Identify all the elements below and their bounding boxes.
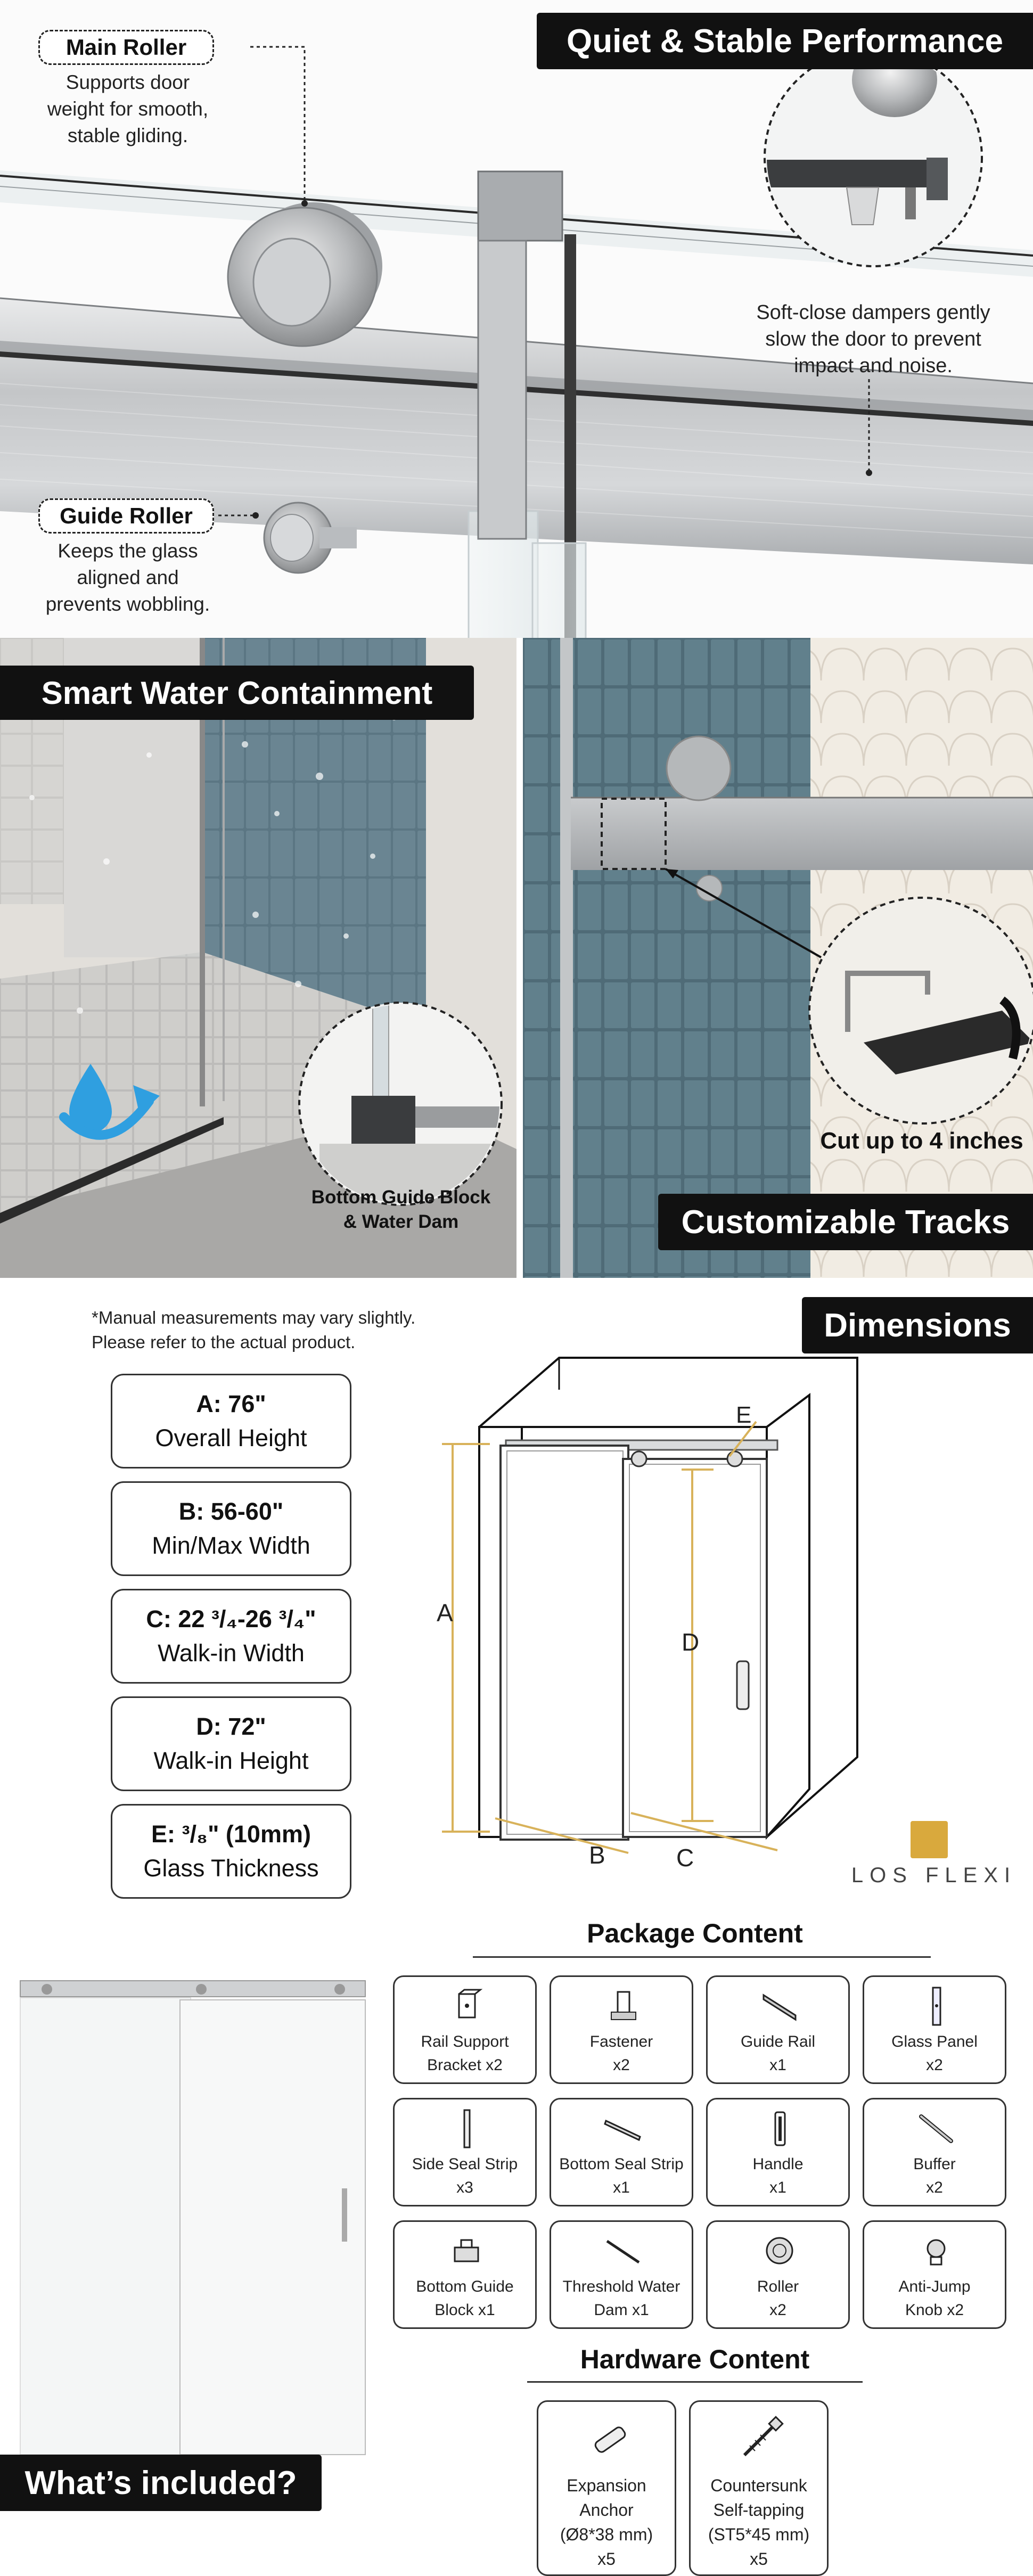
package-item: [863, 2098, 1006, 2206]
diagram-letter-d: D: [682, 1628, 700, 1656]
guide-roller-desc: Keeps the glass aligned and prevents wobbling.: [45, 540, 210, 615]
package-item-label: Bottom Seal Strip x1: [559, 2155, 684, 2196]
customizable-tracks-title: Customizable Tracks: [658, 1194, 1033, 1250]
soft-close-desc: Soft-close dampers gently slow the door to prevent impact and noise.: [756, 301, 990, 377]
dimensions-title: Dimensions: [802, 1297, 1033, 1353]
brand-logo-icon: [911, 1821, 948, 1858]
dimension-e: E: ³/₈" (10mm) Glass Thickness: [111, 1804, 351, 1899]
fastener-icon: [602, 1984, 644, 2027]
package-item-label: Buffer x2: [913, 2155, 956, 2196]
brand-name: LOS FLEXI: [851, 1864, 1017, 1887]
water-containment-title: Smart Water Containment: [0, 666, 474, 720]
bottom-seal-strip-icon: [602, 2107, 644, 2150]
diagram-letter-a: A: [437, 1599, 453, 1627]
dimension-b: B: 56-60" Min/Max Width: [111, 1481, 351, 1576]
performance-section: [0, 0, 1033, 638]
water-containment-section: [0, 638, 516, 1278]
package-title: Package Content: [587, 1918, 803, 1948]
package-item-label: Side Seal Strip x3: [412, 2155, 518, 2196]
inset-caption: Bottom Guide Block & Water Dam: [311, 1187, 491, 1232]
package-item: [863, 1975, 1006, 2084]
rail-support-bracket-icon: [445, 1984, 488, 2027]
package-item: [706, 1975, 850, 2084]
hardware-title: Hardware Content: [580, 2344, 810, 2374]
roller-icon: [758, 2229, 801, 2272]
hardware-item-label: Expansion Anchor (Ø8*38 mm) x5: [560, 2476, 653, 2569]
hardware-title-rule: [527, 2381, 863, 2383]
cut-length-note: Cut up to 4 inches: [820, 1128, 1023, 1154]
package-item-label: Roller x2: [757, 2278, 799, 2319]
handle-icon: [758, 2107, 801, 2150]
package-item-label: Rail Support Bracket x2: [421, 2033, 509, 2074]
package-title-rule: [473, 1956, 931, 1958]
dimensions-section: [0, 1278, 1033, 1901]
package-section: [0, 1901, 1033, 2569]
package-item-label: Glass Panel x2: [891, 2033, 978, 2074]
main-roller-desc: Supports door weight for smooth, stable gliding.: [47, 71, 209, 146]
package-item: [393, 2220, 537, 2329]
diagram-letter-b: B: [589, 1841, 605, 1869]
diagram-letter-e: E: [736, 1402, 752, 1428]
glass-panel-icon: [915, 1984, 957, 2027]
package-item: [550, 2098, 693, 2206]
performance-title: Quiet & Stable Performance: [537, 13, 1033, 69]
dimension-diagram: [415, 1331, 873, 1872]
measurement-disclaimer: *Manual measurements may vary slightly. Please refer to the actual product.: [92, 1308, 416, 1352]
package-item-label: Anti-Jump Knob x2: [898, 2278, 971, 2319]
package-item-label: Guide Rail x1: [740, 2033, 816, 2074]
whats-included-title: What’s included?: [0, 2455, 322, 2511]
package-item-label: Threshold Water Dam x1: [562, 2278, 681, 2319]
package-item: [550, 1975, 693, 2084]
dimension-d: D: 72" Walk-in Height: [111, 1696, 351, 1791]
hardware-item-label: Countersunk Self-tapping (ST5*45 mm) x5: [708, 2476, 810, 2569]
hardware-item: [537, 2400, 676, 2576]
customizable-tracks-section: [523, 638, 1033, 1278]
panel-divider: [516, 638, 523, 1278]
main-roller-label: Main Roller: [38, 30, 214, 65]
guide-rail-icon: [758, 1984, 801, 2027]
countersunk-screw-icon: [734, 2413, 787, 2466]
package-item-label: Fastener x2: [589, 2033, 653, 2074]
threshold-water-dam-icon: [602, 2229, 644, 2272]
package-item: [393, 2098, 537, 2206]
package-item-label: Bottom Guide Block x1: [416, 2278, 514, 2319]
dimension-a: A: 76" Overall Height: [111, 1374, 351, 1469]
shower-floor-illustration: [0, 638, 516, 1278]
door-product-image: [20, 1981, 365, 2455]
diagram-letter-c: C: [676, 1844, 694, 1872]
package-item: [706, 2220, 850, 2329]
dimension-c: C: 22 ³/₄-26 ³/₄" Walk-in Width: [111, 1589, 351, 1684]
hardware-item: [689, 2400, 829, 2576]
buffer-icon: [915, 2107, 957, 2150]
package-item: [863, 2220, 1006, 2329]
expansion-anchor-icon: [581, 2413, 635, 2466]
package-item-label: Handle x1: [752, 2155, 804, 2196]
package-item: [393, 1975, 537, 2084]
track-cut-illustration: [523, 638, 1033, 1278]
bottom-guide-block-icon: [445, 2229, 488, 2272]
guide-roller-label: Guide Roller: [38, 498, 214, 534]
anti-jump-knob-icon: [915, 2229, 957, 2272]
package-item: [706, 2098, 850, 2206]
side-seal-strip-icon: [445, 2107, 488, 2150]
package-item: [550, 2220, 693, 2329]
